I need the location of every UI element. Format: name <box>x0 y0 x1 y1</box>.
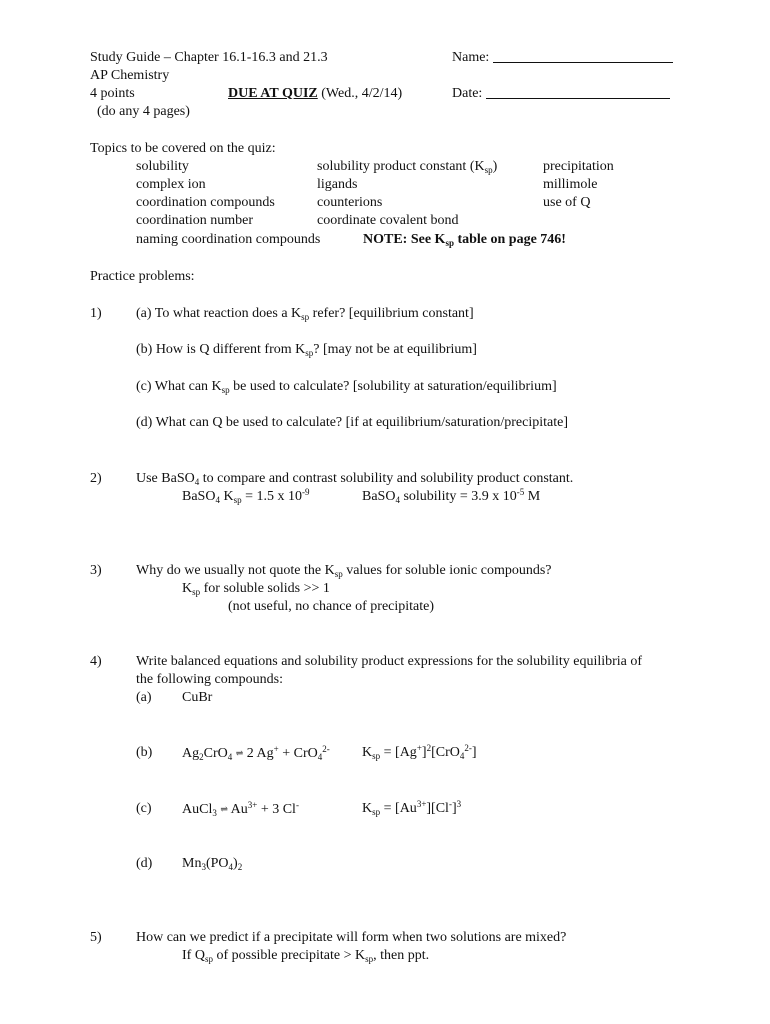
topic-ksp-close: ) <box>492 159 498 174</box>
text: solubility = 3.9 x 10 <box>399 489 517 504</box>
text: , then ppt. <box>373 948 430 963</box>
text: (b) How is Q different from K <box>136 342 306 357</box>
problem-number: 5) <box>90 930 102 945</box>
note-text: table on page 746! <box>453 232 566 247</box>
problem-number: 1) <box>90 306 102 321</box>
subscript: sp <box>233 495 242 505</box>
problem-number: 2) <box>90 471 102 486</box>
problem-3-answer-2: (not useful, no chance of precipitate) <box>228 599 435 614</box>
text: BaSO <box>362 489 396 504</box>
problem-5-question: How can we predict if a precipitate will form when two solutions are mixed? <box>136 930 567 945</box>
compound-mn3po42: $Mn_3(PO_4)_2$ <box>182 856 243 872</box>
points-label: 4 points <box>90 86 135 101</box>
problem-1c <box>136 378 557 396</box>
part-label: (b) <box>136 745 153 760</box>
equation-aucl3: AuCl$_3$ ⇌ $Au^{3+} + 3$ Cl- <box>182 800 299 818</box>
text: = 1.5 x 10 <box>241 489 302 504</box>
topic-col2-item: coordinate covalent bond <box>317 213 459 228</box>
practice-heading: Practice problems: <box>90 269 195 284</box>
subscript: sp <box>365 954 374 964</box>
text: If Q <box>182 948 205 963</box>
topic-col1-item: coordination number <box>136 213 254 228</box>
topic-col3-item: use of Q <box>543 195 591 210</box>
problem-3-answer-1 <box>182 580 330 598</box>
text: ? [may not be at equilibrium] <box>313 342 477 357</box>
problem-4-question-1: Write balanced equations and solubility product expressions for the solubility equilibria of <box>136 654 643 669</box>
baso4-solubility <box>362 488 540 506</box>
part-label: (c) <box>136 801 152 816</box>
superscript: -5 <box>516 487 525 497</box>
subscript: 4 <box>395 495 400 505</box>
pages-note: (do any 4 pages) <box>97 104 190 119</box>
ksp-expression-aucl3: $K_{sp} = [Au^{3+}][Cl^-]^3$ <box>362 799 462 817</box>
name-blank[interactable] <box>493 62 673 63</box>
subscript: sp <box>305 348 314 358</box>
subscript: 4 <box>215 495 220 505</box>
text: Use BaSO <box>136 471 195 486</box>
topic-col1-item: naming coordination compounds <box>136 232 321 247</box>
problem-number: 4) <box>90 654 102 669</box>
name-field[interactable] <box>452 49 673 67</box>
problem-4-question-2: the following compounds: <box>136 672 283 687</box>
date-blank[interactable] <box>486 98 670 99</box>
text: (a) To what reaction does a K <box>136 306 302 321</box>
text: for soluble solids >> 1 <box>200 581 330 596</box>
equation-ag2cro4: $Ag_2CrO_4$ ⇌ 2 Ag+ + CrO$_4^{2-}$ <box>182 744 330 762</box>
topic-ksp <box>317 158 497 176</box>
problem-number: 3) <box>90 563 102 578</box>
text: BaSO <box>182 489 216 504</box>
subscript: sp <box>204 954 213 964</box>
subscript: sp <box>484 165 493 175</box>
text: (c) What can K <box>136 379 222 394</box>
topic-col3-item: precipitation <box>543 159 614 174</box>
text: K <box>219 489 234 504</box>
subscript: sp <box>192 587 201 597</box>
topic-col2-item: counterions <box>317 195 383 210</box>
problem-1a <box>136 305 474 323</box>
compound-cubr: CuBr <box>182 690 213 705</box>
course-name: AP Chemistry <box>90 68 170 83</box>
note-text: NOTE: See K <box>363 232 446 247</box>
topic-col1-item: coordination compounds <box>136 195 275 210</box>
problem-1b <box>136 341 477 359</box>
text: to compare and contrast solubility and solubility product constant. <box>199 471 574 486</box>
text: K <box>182 581 193 596</box>
text: values for soluble ionic compounds? <box>342 563 552 578</box>
topic-col1-item: complex ion <box>136 177 206 192</box>
text: refer? [equilibrium constant] <box>309 306 474 321</box>
text: M <box>524 489 541 504</box>
problem-3-question <box>136 562 552 580</box>
problem-5-answer <box>182 947 429 965</box>
problem-1d: (d) What can Q be used to calculate? [if at equilibrium/saturation/precipitate] <box>136 415 569 430</box>
ksp-expression-ag2cro4: $K_{sp} = [Ag^+]^2[CrO_4^{2-}]$ <box>362 743 477 761</box>
text: of possible precipitate > K <box>212 948 366 963</box>
due-line <box>228 85 402 103</box>
part-label: (d) <box>136 856 153 871</box>
subscript: sp <box>221 385 230 395</box>
equilibrium-arrow-icon: ⇌ <box>220 804 228 814</box>
ksp-table-note <box>363 231 566 249</box>
date-field[interactable] <box>452 85 670 103</box>
topic-col2-item: ligands <box>317 177 358 192</box>
text: Why do we usually not quote the K <box>136 563 335 578</box>
text: be used to calculate? [solubility at saturation/equilibrium] <box>229 379 557 394</box>
part-label: (a) <box>136 690 152 705</box>
date-label: Date: <box>452 86 483 101</box>
problem-2-question <box>136 470 573 488</box>
subscript: sp <box>445 238 454 248</box>
subscript: 4 <box>194 477 200 487</box>
topics-heading: Topics to be covered on the quiz: <box>90 141 276 156</box>
topic-col3-item: millimole <box>543 177 598 192</box>
superscript: -9 <box>302 487 310 497</box>
due-date: (Wed., 4/2/14) <box>321 86 403 101</box>
subscript: sp <box>334 569 343 579</box>
name-label: Name: <box>452 50 490 65</box>
topic-ksp-text: solubility product constant (K <box>317 159 485 174</box>
subscript: sp <box>301 312 310 322</box>
due-label: DUE AT QUIZ <box>228 86 318 101</box>
baso4-ksp <box>182 488 310 506</box>
topic-col1-item: solubility <box>136 159 189 174</box>
guide-title: Study Guide – Chapter 16.1-16.3 and 21.3 <box>90 50 328 65</box>
equilibrium-arrow-icon: ⇌ <box>235 748 244 758</box>
